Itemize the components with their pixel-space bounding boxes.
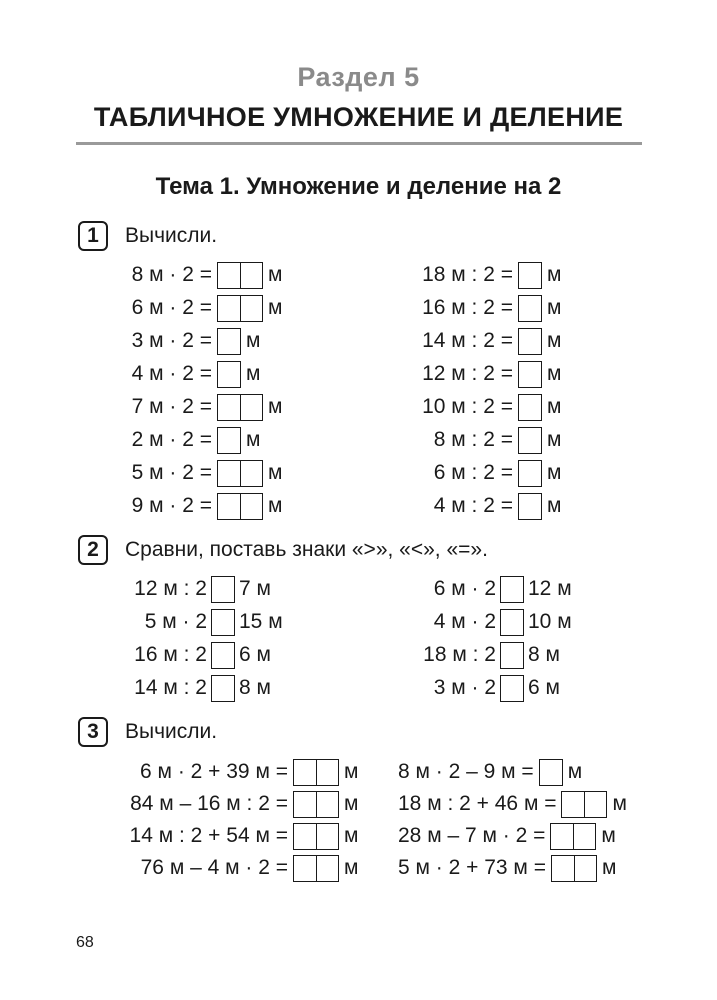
comparison-left-expression: 3 м · 2: [433, 676, 496, 699]
task-number-2: 2: [78, 535, 108, 565]
unit-label: м: [268, 395, 283, 418]
comparison-row: [0, 574, 572, 604]
equation-expression: 6 м · 2 + 39 м =: [140, 760, 288, 783]
equation-row: [0, 293, 561, 323]
unit-label: м: [601, 856, 617, 879]
equation-row: [0, 458, 561, 488]
answer-cell[interactable]: [501, 643, 523, 668]
unit-label: м: [268, 494, 283, 517]
answer-box[interactable]: [518, 295, 542, 322]
answer-cell[interactable]: [540, 760, 562, 785]
unit-label: м: [268, 296, 283, 319]
answer-box[interactable]: [518, 427, 542, 454]
answer-box[interactable]: [518, 394, 542, 421]
equation-row: [0, 425, 561, 455]
comparison-right-expression: 7 м: [239, 577, 271, 600]
unit-label: м: [268, 461, 283, 484]
comparison-left-expression: 4 м · 2: [433, 610, 496, 633]
equation-expression: 10 м : 2 =: [422, 395, 513, 418]
equation-expression: 76 м – 4 м · 2 =: [140, 856, 288, 879]
task-1-instruction: Вычисли.: [125, 224, 218, 247]
comparison-row: [0, 673, 560, 703]
comparison-left-expression: 12 м : 2: [134, 577, 207, 600]
equation-expression: 5 м · 2 + 73 м =: [398, 856, 546, 879]
answer-box[interactable]: [518, 328, 542, 355]
comparison-right-expression: 6 м: [528, 676, 560, 699]
comparison-row: [0, 607, 572, 637]
answer-box[interactable]: [550, 823, 596, 850]
unit-label: м: [268, 263, 283, 286]
equation-expression: 8 м · 2 – 9 м =: [398, 760, 534, 783]
unit-label: м: [344, 824, 359, 847]
comparison-row: [0, 640, 560, 670]
answer-box[interactable]: [518, 262, 542, 289]
answer-box[interactable]: [551, 855, 597, 882]
answer-cell[interactable]: [574, 856, 596, 881]
equation-expression: 4 м · 2 =: [131, 362, 212, 385]
answer-cell[interactable]: [584, 792, 606, 817]
unit-label: м: [612, 792, 627, 815]
comparison-right-expression: 8 м: [239, 676, 271, 699]
equation-expression: 4 м : 2 =: [433, 494, 513, 517]
equation-row: [0, 757, 582, 787]
answer-cell[interactable]: [552, 856, 574, 881]
unit-label: м: [547, 296, 562, 319]
answer-cell[interactable]: [519, 329, 541, 354]
task-number-3: 3: [78, 717, 108, 747]
unit-label: м: [344, 760, 359, 783]
answer-cell[interactable]: [519, 428, 541, 453]
equation-row: [0, 392, 561, 422]
equation-expression: 6 м : 2 =: [433, 461, 513, 484]
equation-expression: 8 м : 2 =: [433, 428, 513, 451]
comparison-right-expression: 12 м: [528, 577, 572, 600]
task-3-instruction: Вычисли.: [125, 720, 218, 743]
comparison-right-expression: 6 м: [239, 643, 271, 666]
equation-row: [0, 326, 561, 356]
section-label: Раздел 5: [297, 62, 420, 92]
equation-expression: 14 м : 2 =: [422, 329, 513, 352]
equation-row: [0, 491, 561, 521]
equation-expression: 16 м : 2 =: [422, 296, 513, 319]
page-number: 68: [76, 934, 94, 951]
answer-cell[interactable]: [519, 362, 541, 387]
unit-label: м: [567, 760, 583, 783]
equation-expression: 18 м : 2 =: [422, 263, 513, 286]
equation-expression: 5 м · 2 =: [131, 461, 212, 484]
comparison-left-expression: 18 м : 2: [423, 643, 496, 666]
equation-expression: 14 м : 2 + 54 м =: [129, 824, 288, 847]
equation-row: [0, 789, 627, 819]
unit-label: м: [547, 395, 562, 418]
unit-label: м: [547, 461, 562, 484]
answer-box[interactable]: [518, 493, 542, 520]
equation-expression: 12 м : 2 =: [422, 362, 513, 385]
equation-row: [0, 260, 561, 290]
answer-cell[interactable]: [519, 395, 541, 420]
comparison-sign-box[interactable]: [500, 642, 524, 669]
chapter-title: ТАБЛИЧНОЕ УМНОЖЕНИЕ И ДЕЛЕНИЕ: [93, 102, 624, 132]
answer-cell[interactable]: [501, 577, 523, 602]
answer-cell[interactable]: [501, 676, 523, 701]
equation-expression: 7 м · 2 =: [131, 395, 212, 418]
answer-cell[interactable]: [573, 824, 595, 849]
task-number-1: 1: [78, 221, 108, 251]
answer-cell[interactable]: [519, 494, 541, 519]
comparison-sign-box[interactable]: [500, 576, 524, 603]
task-2-instruction: Сравни, поставь знаки «>», «<», «=».: [125, 538, 488, 561]
header-divider: [76, 142, 642, 145]
equation-expression: 2 м · 2 =: [131, 428, 212, 451]
unit-label: м: [246, 329, 261, 352]
unit-label: м: [547, 428, 562, 451]
answer-box[interactable]: [539, 759, 563, 786]
comparison-right-expression: 8 м: [528, 643, 560, 666]
equation-expression: 3 м · 2 =: [131, 329, 212, 352]
comparison-left-expression: 14 м : 2: [134, 676, 207, 699]
answer-box[interactable]: [561, 791, 607, 818]
unit-label: м: [547, 263, 562, 286]
topic-title: Тема 1. Умножение и деление на 2: [155, 173, 562, 200]
unit-label: м: [547, 362, 562, 385]
equation-expression: 6 м · 2 =: [131, 296, 212, 319]
comparison-left-expression: 6 м · 2: [433, 577, 496, 600]
comparison-sign-box[interactable]: [500, 675, 524, 702]
unit-label: м: [246, 428, 261, 451]
comparison-left-expression: 5 м · 2: [144, 610, 207, 633]
answer-cell[interactable]: [551, 824, 573, 849]
unit-label: м: [601, 824, 616, 847]
unit-label: м: [547, 494, 562, 517]
answer-cell[interactable]: [519, 263, 541, 288]
comparison-sign-box[interactable]: [500, 609, 524, 636]
unit-label: м: [246, 362, 261, 385]
unit-label: м: [344, 856, 359, 879]
comparison-right-expression: 15 м: [239, 610, 283, 633]
answer-cell[interactable]: [501, 610, 523, 635]
equation-row: [0, 853, 616, 883]
unit-label: м: [547, 329, 562, 352]
unit-label: м: [344, 792, 359, 815]
comparison-right-expression: 10 м: [528, 610, 572, 633]
answer-cell[interactable]: [519, 461, 541, 486]
equation-expression: 28 м – 7 м · 2 =: [398, 824, 546, 847]
answer-cell[interactable]: [519, 296, 541, 321]
equation-expression: 84 м – 16 м : 2 =: [130, 792, 288, 815]
equation-expression: 18 м : 2 + 46 м =: [398, 792, 557, 815]
comparison-left-expression: 16 м : 2: [134, 643, 207, 666]
equation-row: [0, 359, 561, 389]
equation-expression: 8 м · 2 =: [131, 263, 212, 286]
answer-box[interactable]: [518, 361, 542, 388]
equation-row: [0, 821, 616, 851]
answer-box[interactable]: [518, 460, 542, 487]
answer-cell[interactable]: [562, 792, 584, 817]
equation-expression: 9 м · 2 =: [131, 494, 212, 517]
